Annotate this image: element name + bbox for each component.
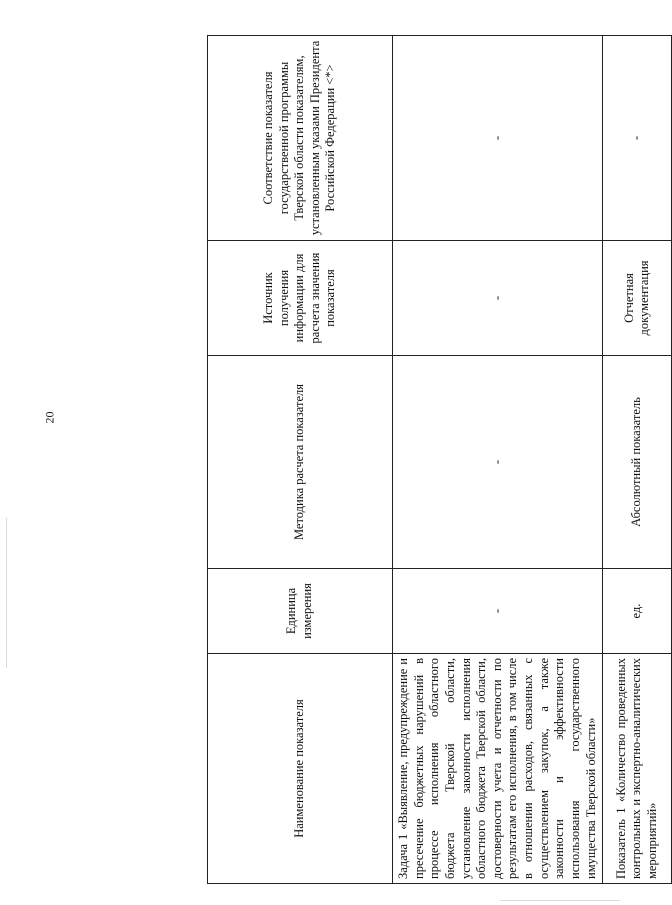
- cell-indicator-name: Показатель 1 «Количество проведенных контрольных и экспертно-аналитических мероприятий»: [603, 654, 672, 884]
- cell-method: -: [393, 356, 603, 569]
- cell-compliance: -: [393, 36, 603, 241]
- indicator-table: [207, 35, 672, 884]
- header-indicator-name: Наименование показателя: [208, 654, 393, 884]
- header-unit: Единица измерения: [208, 569, 393, 654]
- scan-edge-mark: [6, 518, 7, 668]
- header-source: Источник получения информации для расчета значения показателя: [208, 241, 393, 356]
- table-row: [393, 36, 603, 884]
- cell-source: -: [393, 241, 603, 356]
- cell-unit: -: [393, 569, 603, 654]
- cell-method: Абсолютный показатель: [603, 356, 672, 569]
- cell-unit: ед.: [603, 569, 672, 654]
- header-compliance: Соответствие показателя государственной программы Тверской области показателям, установленным указами Президента Российской Федерации <*>: [208, 36, 393, 241]
- page-number: 20: [42, 411, 57, 424]
- indicator-table-container: [207, 36, 659, 884]
- cell-indicator-name: Задача 1 «Выявление, предупреждение и пресечение бюджетных нарушений в процессе исполнения областного бюджета Тверской области, установление законности исполнения областного бюджета Тверской области, достоверности учета и отчетности по результатам его исполнения, в том числе в отношении расходов, связанных с осуществлением закупок, а также законности и эффективности использования государственного имущества Тверской области»: [393, 654, 603, 884]
- table-row: [603, 36, 672, 884]
- scan-edge-mark: [500, 900, 620, 901]
- cell-source: Отчетная документация: [603, 241, 672, 356]
- table-header-row: [208, 36, 393, 884]
- cell-compliance: -: [603, 36, 672, 241]
- header-method: Методика расчета показателя: [208, 356, 393, 569]
- rotated-table: [207, 36, 659, 884]
